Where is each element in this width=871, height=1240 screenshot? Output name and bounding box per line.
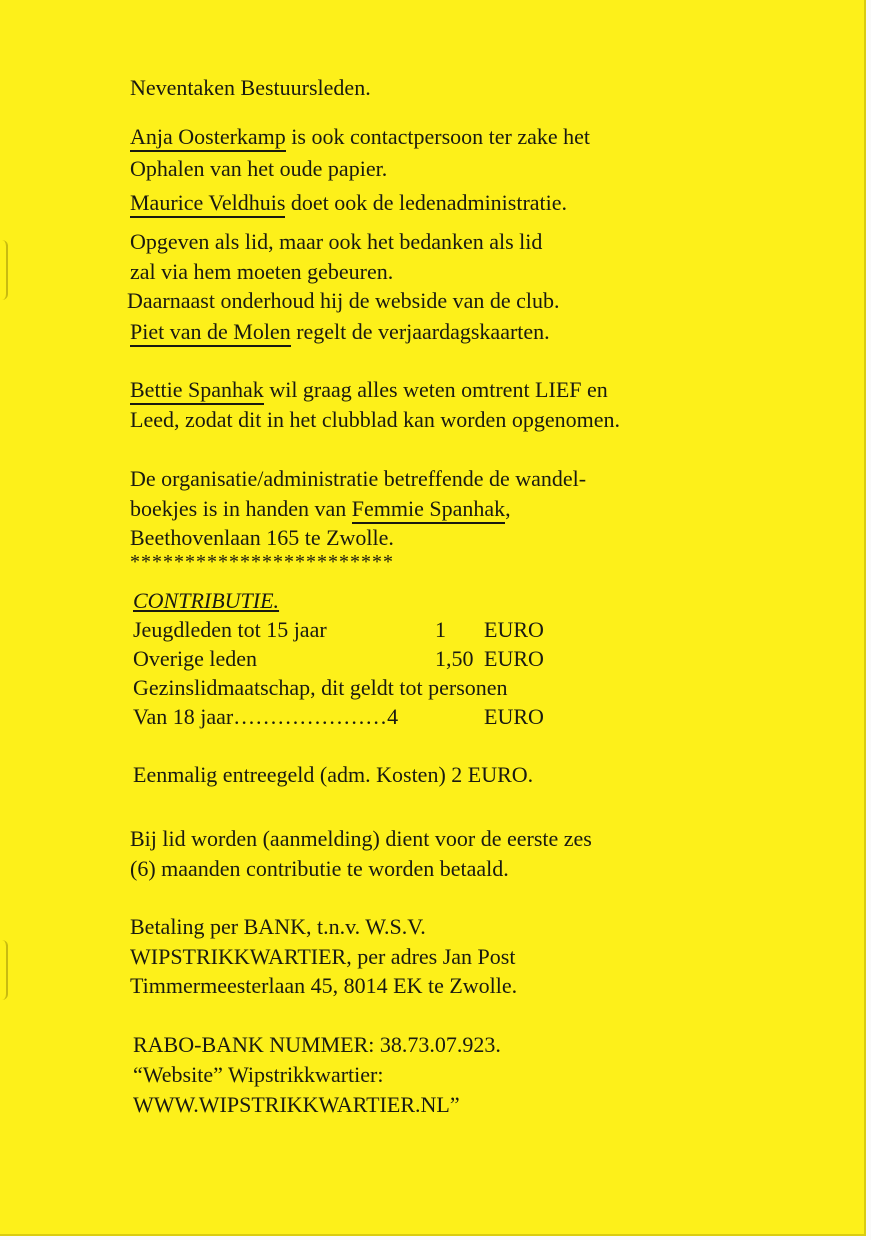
anja-name: Anja Oosterkamp [130,126,286,152]
staple-mark [0,240,8,300]
payment-line-1: Betaling per BANK, t.n.v. W.S.V. [130,914,426,939]
fee-row-youth: Jeugdleden tot 15 jaar 1 EURO [133,617,544,642]
femmie-name: Femmie Spanhak [352,498,505,524]
fee-amount: 1,50 [435,646,474,671]
bettie-line-2: Leed, zodat dit in het clubblad kan worden opgenomen. [130,407,620,432]
website-url: WWW.WIPSTRIKKWARTIER.NL” [133,1092,460,1117]
star-separator: ************************ [130,551,394,573]
org-line-1: De organisatie/administratie betreffende de wandel- [130,466,587,491]
bettie-name: Bettie Spanhak [130,379,264,405]
maurice-line-3: zal via hem moeten gebeuren. [130,259,394,284]
staple-mark [0,940,8,1000]
fee-family-line-1: Gezinslidmaatschap, dit geldt tot personen [133,675,508,700]
maurice-line-2: Opgeven als lid, maar ook het bedanken als lid [130,229,543,254]
fee-amount: 1 [435,617,446,642]
bank-number: RABO-BANK NUMMER: 38.73.07.923. [133,1032,501,1057]
org-line-2: boekjes is in handen van Femmie Spanhak, [130,496,511,524]
fee-family-line-2: Van 18 jaar…………………4 EURO [133,704,544,729]
payment-line-2: WIPSTRIKKWARTIER, per adres Jan Post [130,944,516,969]
maurice-line: Maurice Veldhuis doet ook de ledenadministratie. [130,190,567,218]
anja-line-2: Ophalen van het oude papier. [130,156,388,181]
membership-line-1: Bij lid worden (aanmelding) dient voor de eerste zes [130,826,592,851]
org-line-3: Beethovenlaan 165 te Zwolle. [130,525,394,550]
bettie-line: Bettie Spanhak wil graag alles weten omtrent LIEF en [130,377,608,405]
payment-line-3: Timmermeesterlaan 45, 8014 EK te Zwolle. [130,973,518,998]
page-heading: Neventaken Bestuursleden. [130,75,371,100]
fee-unit: EURO [484,617,544,642]
contributie-title: CONTRIBUTIE. [133,588,280,613]
website-label: “Website” Wipstrikkwartier: [133,1062,384,1087]
fee-unit: EURO [484,704,544,729]
fee-row-other: Overige leden 1,50 EURO [133,646,544,671]
membership-line-2: (6) maanden contributie te worden betaald. [130,856,509,881]
maurice-name: Maurice Veldhuis [130,192,285,218]
fee-unit: EURO [484,646,544,671]
entree-fee: Eenmalig entreegeld (adm. Kosten) 2 EURO. [133,762,534,787]
maurice-line-4: Daarnaast onderhoud hij de webside van de club. [127,288,560,313]
piet-name: Piet van de Molen [130,321,291,347]
piet-line: Piet van de Molen regelt de verjaardagskaarten. [130,319,550,347]
anja-line: Anja Oosterkamp is ook contactpersoon ter zake het [130,124,590,152]
